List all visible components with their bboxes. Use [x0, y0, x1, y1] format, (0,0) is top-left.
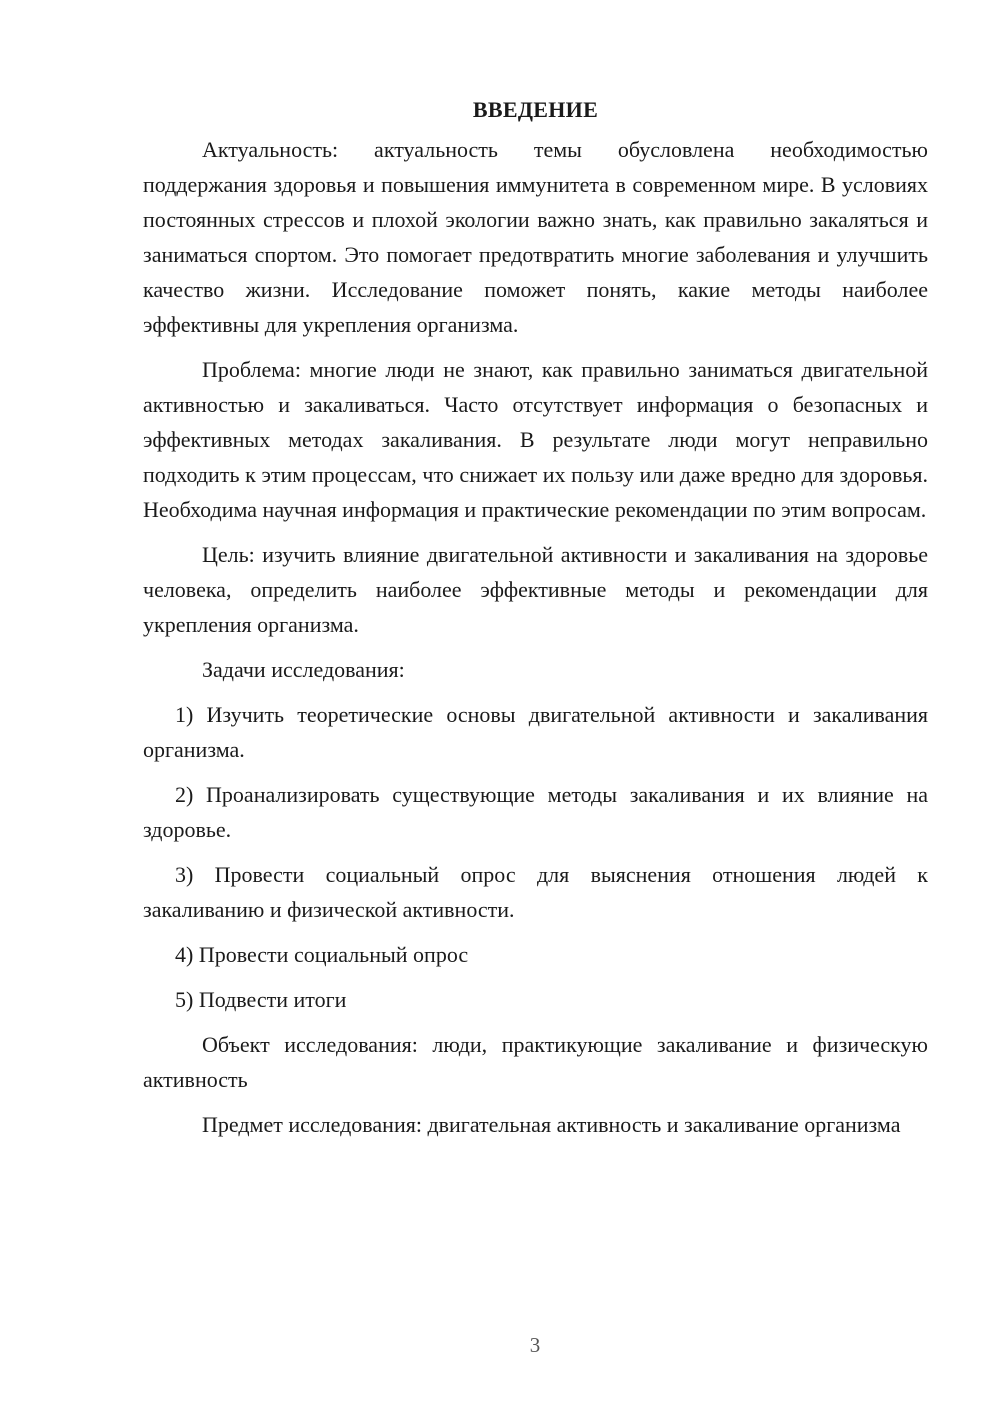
page-number: 3 [529, 1333, 541, 1357]
problem-paragraph: Проблема: многие люди не знают, как правильно заниматься двигательной активностью и закаливаться. Часто отсутствует информация о безопасных и эффективных методах закаливания. В результате люди могут неправильно подходить к этим процессам, что снижает их пользу или даже вредно для здоровья. Необходима научная информация и практические рекомендации по этим вопросам. [143, 357, 928, 522]
subject-paragraph: Предмет исследования: двигательная активность и закаливание организма [202, 1112, 901, 1137]
task-item-3: 3) Провести социальный опрос для выяснения отношения людей к закаливанию и физической активности. [143, 862, 928, 922]
relevance-paragraph: Актуальность: актуальность темы обусловлена необходимостью поддержания здоровья и повышения иммунитета в современном мире. В условиях постоянных стрессов и плохой экологии важно знать, как правильно закаляться и заниматься спортом. Это помогает предотвратить многие заболевания и улучшить качество жизни. Исследование поможет понять, какие методы наиболее эффективны для укрепления организма. [143, 137, 928, 337]
task-item-5: 5) Подвести итоги [175, 987, 347, 1012]
section-heading: ВВЕДЕНИЕ [472, 97, 599, 122]
document-page [143, 92, 928, 1152]
task-item-1: 1) Изучить теоретические основы двигательной активности и закаливания организма. [143, 702, 928, 762]
task-item-2: 2) Проанализировать существующие методы закаливания и их влияние на здоровье. [143, 782, 928, 842]
object-paragraph: Объект исследования: люди, практикующие закаливание и физическую активность [143, 1032, 928, 1092]
tasks-label: Задачи исследования: [202, 657, 405, 682]
goal-paragraph: Цель: изучить влияние двигательной активности и закаливания на здоровье человека, определить наиболее эффективные методы и рекомендации для укрепления организма. [143, 542, 928, 637]
task-item-4: 4) Провести социальный опрос [175, 942, 469, 967]
